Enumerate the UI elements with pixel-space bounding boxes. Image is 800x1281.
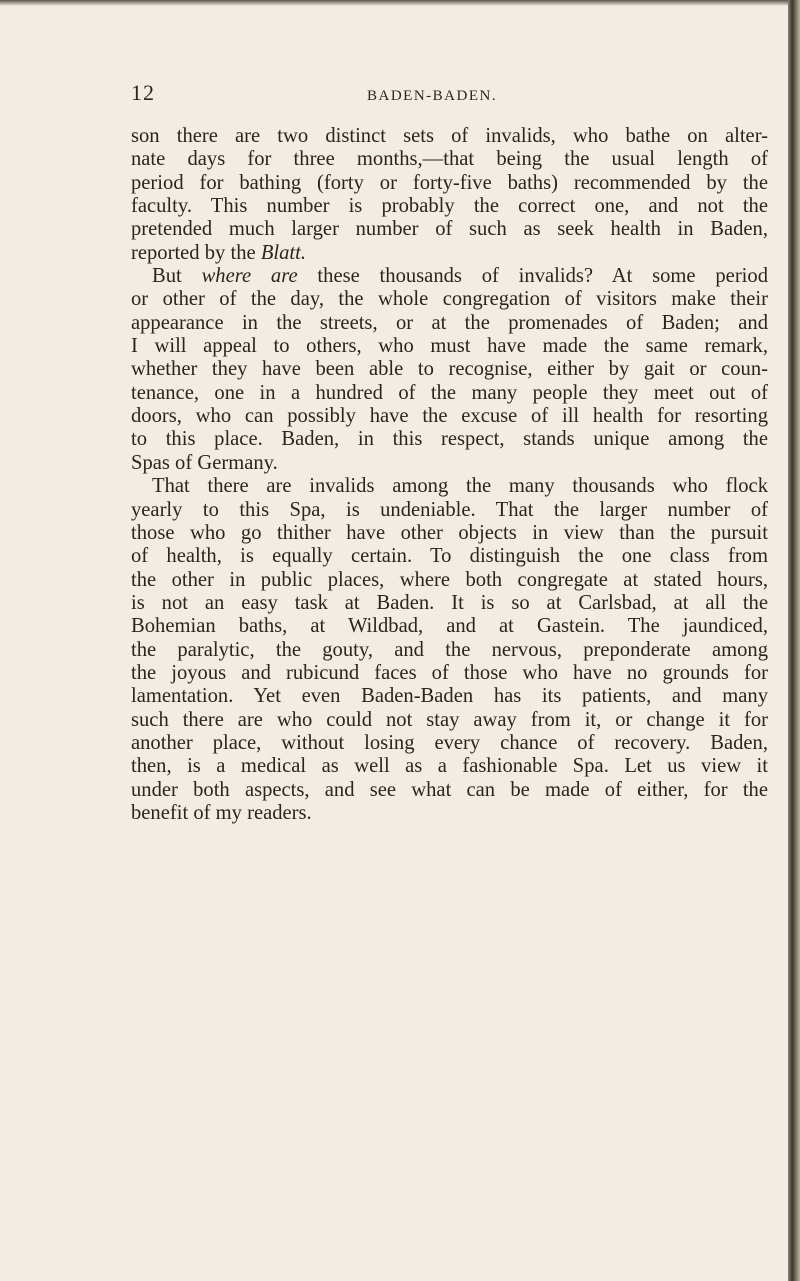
- text-line: under both aspects, and see what can be made of either, for the: [131, 778, 768, 801]
- italic-blatt: Blatt.: [260, 241, 307, 264]
- text-line: [131, 265, 768, 288]
- text-line: to this place. Baden, in this respect, stands unique among the: [131, 428, 768, 451]
- text-line: That there are invalids among the many thousands who flock: [152, 475, 768, 498]
- binding-edge: [788, 0, 800, 1281]
- text-line: appearance in the streets, or at the promenades of Baden; and: [131, 311, 768, 334]
- text-segment: reported by the: [131, 241, 261, 264]
- text-line: or other of the day, the whole congregation of visitors make their: [131, 288, 768, 311]
- text-line: son there are two distinct sets of invalids, who bathe on alter-: [131, 125, 768, 147]
- top-shadow: [0, 0, 788, 6]
- text-line: benefit of my readers.: [131, 801, 312, 824]
- text-line: the joyous and rubicund faces of those who have no grounds for: [131, 661, 768, 684]
- text-line: yearly to this Spa, is undeniable. That the larger number of: [131, 498, 768, 521]
- text-line: doors, who can possibly have the excuse of ill health for resorting: [131, 405, 768, 428]
- text-line: Bohemian baths, at Wildbad, and at Gastein. The jaundiced,: [131, 615, 768, 638]
- text-line: lamentation. Yet even Baden-Baden has its patients, and many: [131, 685, 768, 708]
- text-segment: these thousands of invalids? At some period: [297, 265, 768, 288]
- text-segment: But: [152, 265, 202, 288]
- text-line: I will appeal to others, who must have made the same remark,: [131, 335, 768, 358]
- running-head: BADEN-BADEN.: [367, 88, 498, 104]
- italic-where-are: where are: [201, 265, 298, 288]
- text-line: the other in public places, where both congregate at stated hours,: [131, 568, 768, 591]
- text-line: is not an easy task at Baden. It is so at Carlsbad, at all the: [131, 591, 768, 614]
- text-line: those who go thither have other objects in view than the pursuit: [131, 521, 768, 544]
- text-line: period for bathing (forty or forty-five baths) recommended by the: [131, 171, 768, 194]
- text-line: another place, without losing every chance of recovery. Baden,: [131, 731, 768, 754]
- text-line: tenance, one in a hundred of the many people they meet out of: [131, 381, 768, 404]
- text-line: the paralytic, the gouty, and the nervous, preponderate among: [131, 638, 768, 661]
- text-line: of health, is equally certain. To distinguish the one class from: [131, 545, 768, 568]
- page-number: 12: [131, 80, 155, 105]
- text-line: [131, 242, 768, 265]
- text-line: such there are who could not stay away from it, or change it for: [131, 708, 768, 731]
- text-line: whether they have been able to recognise, either by gait or coun-: [131, 358, 768, 381]
- text-line: faculty. This number is probably the correct one, and not the: [131, 195, 768, 218]
- text-line: pretended much larger number of such as seek health in Baden,: [131, 218, 768, 241]
- text-line: nate days for three months,—that being the usual length of: [131, 148, 768, 171]
- text-line: Spas of Germany.: [131, 451, 278, 474]
- text-line: then, is a medical as well as a fashionable Spa. Let us view it: [131, 755, 768, 778]
- body-text: [131, 125, 768, 825]
